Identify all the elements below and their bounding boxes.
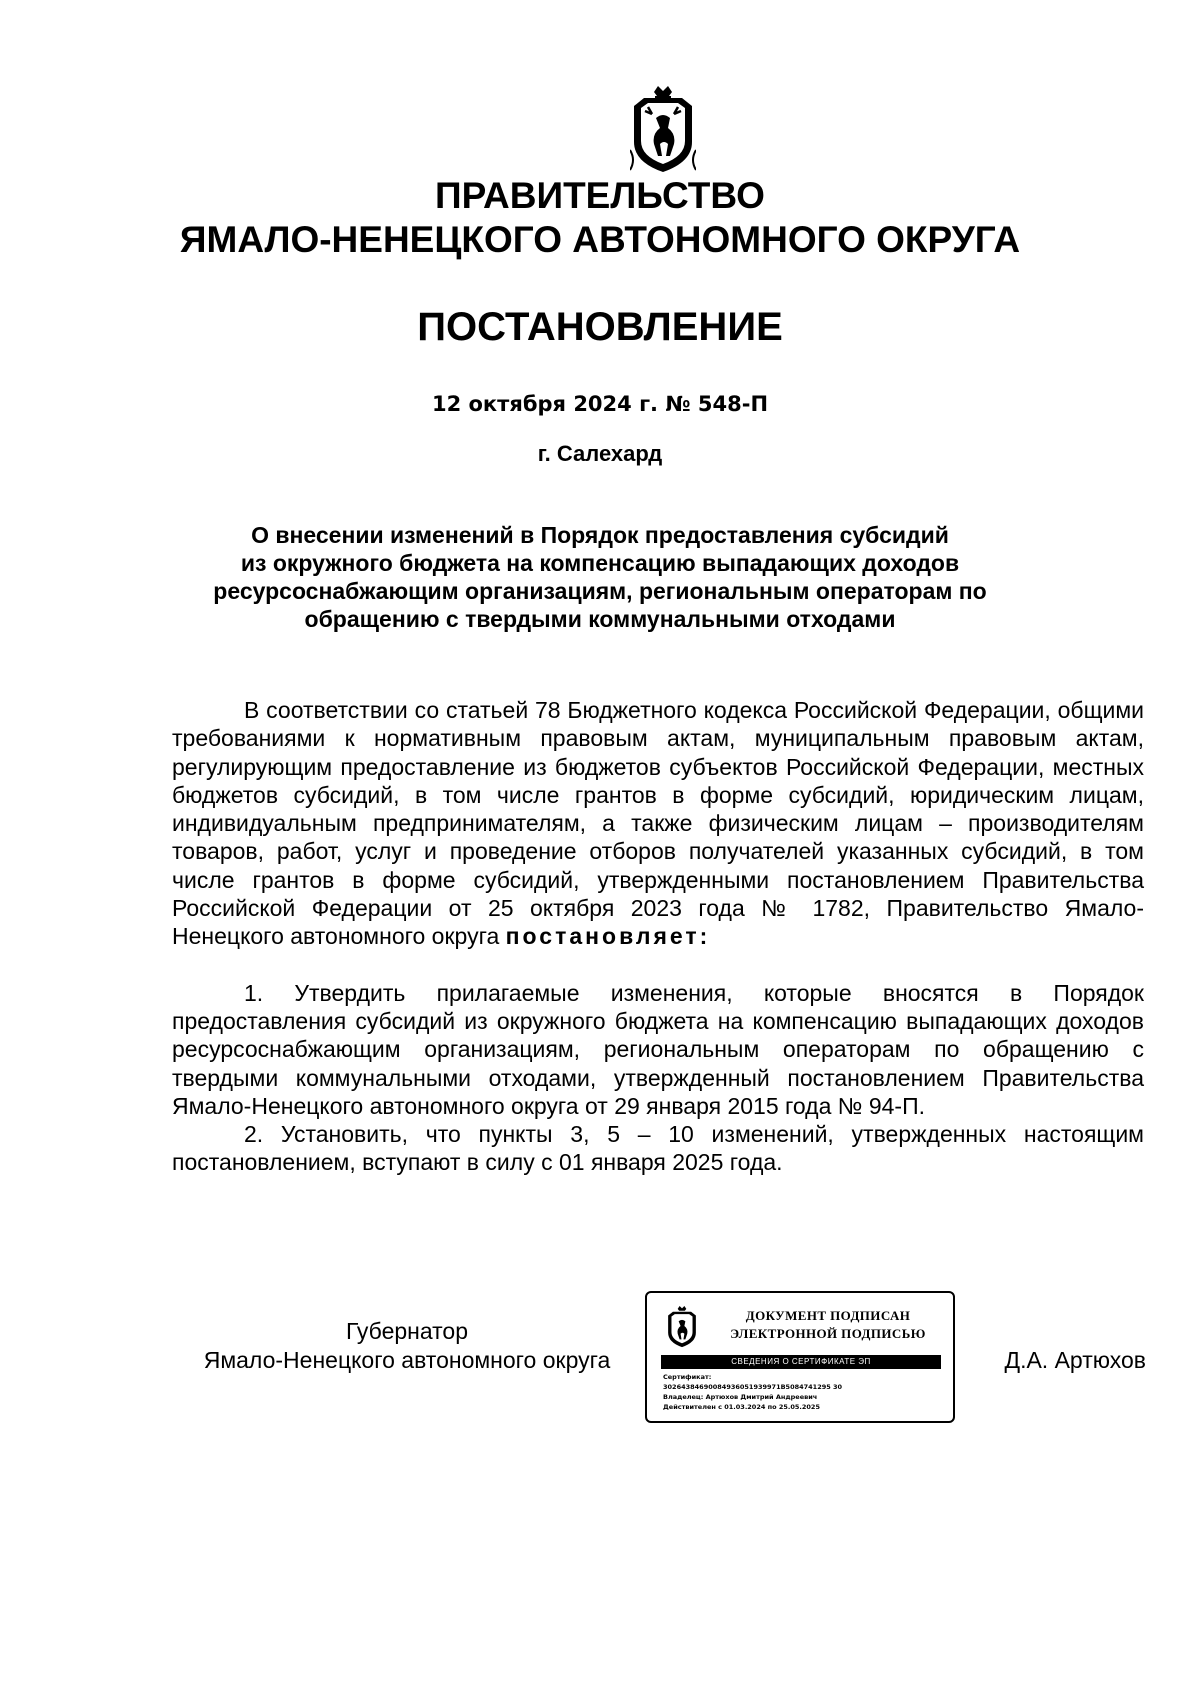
stamp-title-line2: ЭЛЕКТРОННОЙ ПОДПИСЬЮ bbox=[730, 1326, 926, 1341]
stamp-cert-label: Сертификат: bbox=[663, 1373, 712, 1381]
organization-title bbox=[0, 174, 1200, 262]
stamp-owner: Владелец: Артюхов Дмитрий Андреевич bbox=[663, 1393, 818, 1401]
organization-title-line1: ПРАВИТЕЛЬСТВО bbox=[435, 175, 765, 216]
subject-line1: О внесении изменений в Порядок предоставления субсидий bbox=[251, 522, 949, 548]
signer-name: Д.А. Артюхов bbox=[1004, 1347, 1146, 1373]
stamp-cert-number: 30264384690084936051939971B5084741295 30 bbox=[663, 1383, 843, 1391]
stamp-title bbox=[709, 1307, 947, 1343]
item-2-paragraph: 2. Установить, что пункты 3, 5 – 10 изменений, утвержденных настоящим постановлением, вступают в силу с 01 января 2025 года. bbox=[172, 1121, 1144, 1176]
document-subject bbox=[170, 521, 1030, 633]
organization-title-line2: ЯМАЛО-НЕНЕЦКОГО АВТОНОМНОГО ОКРУГА bbox=[179, 219, 1021, 260]
signer-position bbox=[172, 1317, 642, 1375]
subject-line4: обращению с твердыми коммунальными отходами bbox=[304, 606, 896, 632]
preamble-paragraph bbox=[172, 696, 1144, 951]
coat-of-arms-emblem bbox=[630, 84, 696, 176]
document-date-number: 12 октября 2024 г. № 548-П bbox=[431, 392, 769, 416]
subject-line3: ресурсоснабжающим организациям, региональным операторам по bbox=[213, 578, 987, 604]
stamp-certificate-bar: СВЕДЕНИЯ О СЕРТИФИКАТЕ ЭП bbox=[661, 1355, 941, 1369]
document-body bbox=[172, 696, 1144, 1177]
stamp-emblem-icon bbox=[665, 1305, 699, 1349]
preamble-text: В соответствии со статьей 78 Бюджетного кодекса Российской Федерации, общими требованиями к нормативным правовым актам, муниципальным правовым актам, регулирующим предоставление из бюджетов субъектов Российской Федерации, местных бюджетов субсидий, в том числе грантов в форме субсидий, юридическим лицам, индивидуальным предпринимателям, а также физическим лицам – производителям товаров, работ, услуг и проведение отборов получателей указанных субсидий, в том числе грантов в форме субсидий, утвержденными постановлением Правительства Российской Федерации от 25 октября 2023 года № 1782, Правительство Ямало-Ненецкого автономного округа bbox=[172, 697, 1144, 950]
stamp-validity: Действителен с 01.03.2024 по 25.05.2025 bbox=[663, 1403, 820, 1411]
document-type-heading: ПОСТАНОВЛЕНИЕ bbox=[417, 305, 783, 349]
subject-line2: из окружного бюджета на компенсацию выпадающих доходов bbox=[240, 550, 960, 576]
signer-position-line2: Ямало-Ненецкого автономного округа bbox=[203, 1347, 611, 1373]
stamp-certificate-details bbox=[663, 1372, 945, 1412]
item-1-paragraph: 1. Утвердить прилагаемые изменения, которые вносятся в Порядок предоставления субсидий из окружного бюджета на компенсацию выпадающих доходов ресурсоснабжающим организациям, региональным операторам по обращению с твердыми коммунальными отходами, утвержденный постановлением Правительства Ямало-Ненецкого автономного округа от 29 января 2015 года № 94-П. bbox=[172, 979, 1144, 1119]
stamp-title-line1: ДОКУМЕНТ ПОДПИСАН bbox=[745, 1308, 911, 1323]
document-city: г. Салехард bbox=[537, 441, 663, 466]
electronic-signature-stamp bbox=[645, 1291, 955, 1423]
decree-keyword: постановляет: bbox=[505, 923, 711, 950]
signer-position-line1: Губернатор bbox=[345, 1318, 469, 1344]
